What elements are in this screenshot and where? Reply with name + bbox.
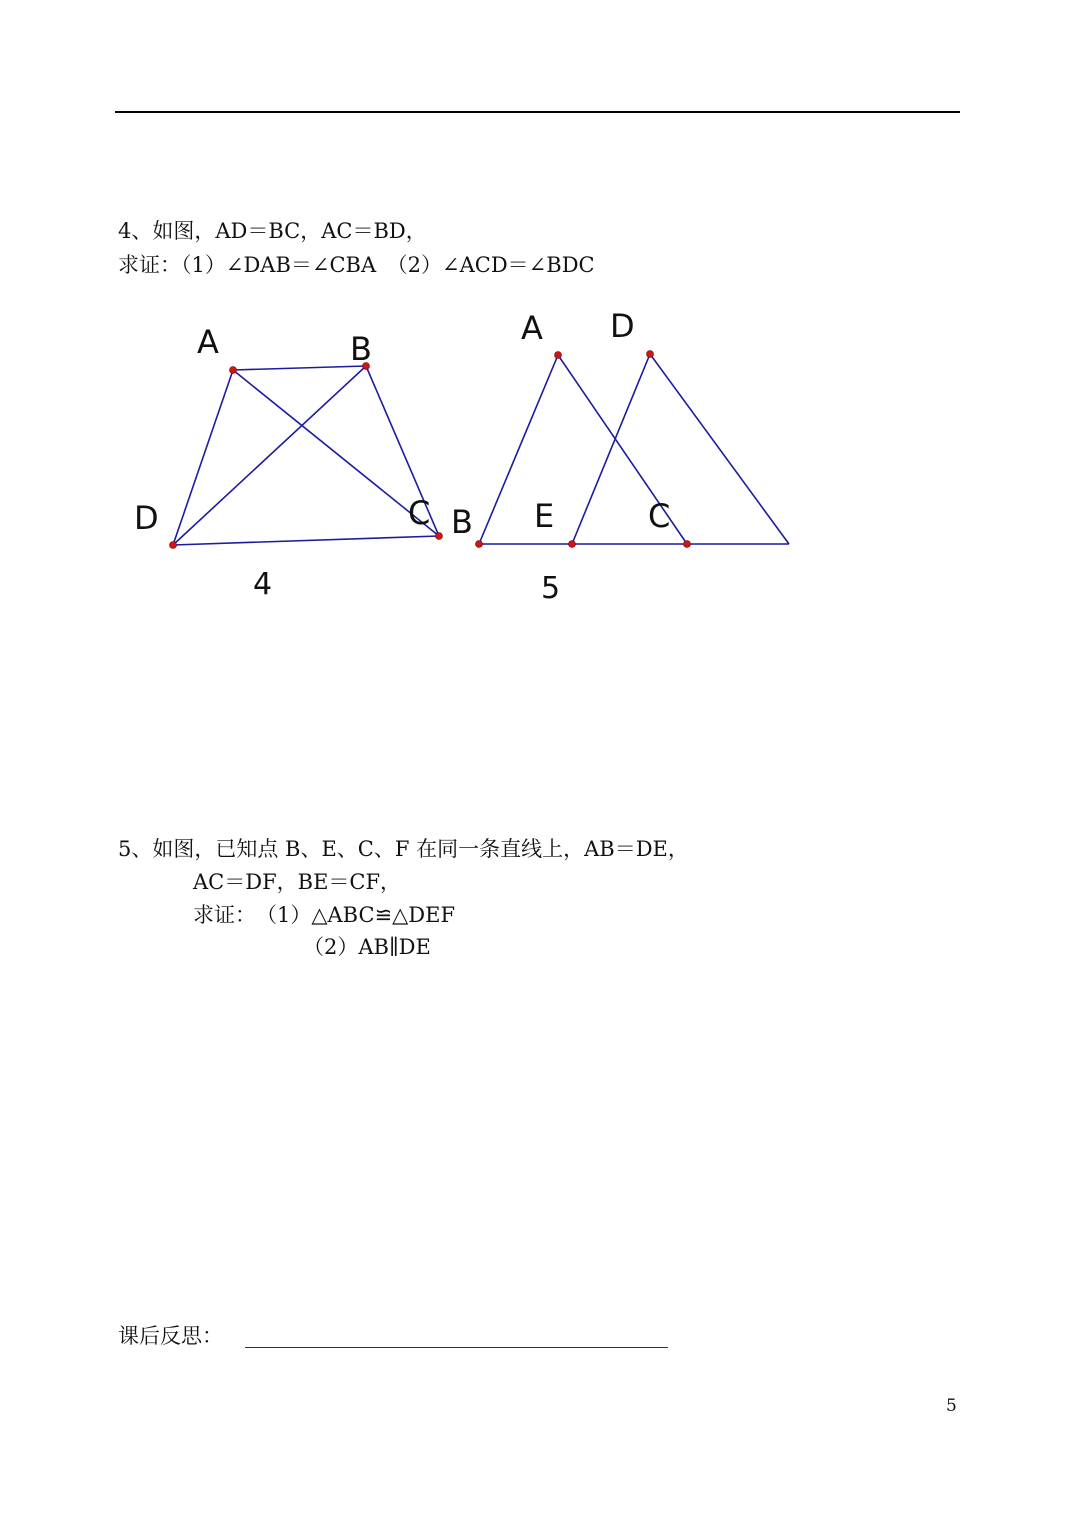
problem-4-statement: 4、如图，AD＝BC，AC＝BD，	[118, 219, 427, 243]
label-c: C	[648, 497, 671, 535]
segment-df	[650, 354, 789, 544]
reflection-label: 课后反思：	[118, 1324, 223, 1348]
point-a	[230, 367, 237, 374]
label-c: C	[408, 494, 431, 532]
page-number: 5	[946, 1396, 957, 1416]
segment-ad	[173, 370, 233, 545]
label-a: A	[521, 309, 543, 347]
figure-4	[134, 323, 443, 602]
point-a	[555, 352, 562, 359]
label-b: B	[350, 330, 372, 368]
point-d	[647, 351, 654, 358]
label-d: D	[610, 307, 635, 345]
point-b	[476, 541, 483, 548]
figure-5-caption: 5	[541, 571, 561, 606]
problem-5-statement: 5、如图，已知点 B、E、C、F 在同一条直线上，AB＝DE，	[118, 837, 689, 861]
point-e	[569, 541, 576, 548]
point-d	[170, 542, 177, 549]
label-b: B	[451, 503, 473, 541]
problem-4-goal: 求证：（1）∠DAB＝∠CBA （2）∠ACD＝∠BDC	[118, 253, 595, 277]
segment-ab	[233, 366, 366, 370]
point-c	[436, 533, 443, 540]
figure-4-caption: 4	[253, 567, 273, 602]
label-e: E	[534, 497, 555, 535]
segment-de	[572, 354, 650, 544]
segment-bd	[173, 366, 366, 545]
point-c	[684, 541, 691, 548]
reflection-blank-line	[245, 1347, 668, 1348]
label-a: A	[197, 323, 219, 361]
segment-dc	[173, 536, 439, 545]
problem-5-goal-2: （2）AB∥DE	[303, 935, 431, 959]
problem-5-conditions: AC＝DF，BE＝CF，	[193, 870, 402, 894]
problem-5-goal-1: 求证： （1）△ABC≌△DEF	[193, 903, 456, 927]
figure-5	[451, 307, 789, 606]
label-d: D	[134, 499, 159, 537]
